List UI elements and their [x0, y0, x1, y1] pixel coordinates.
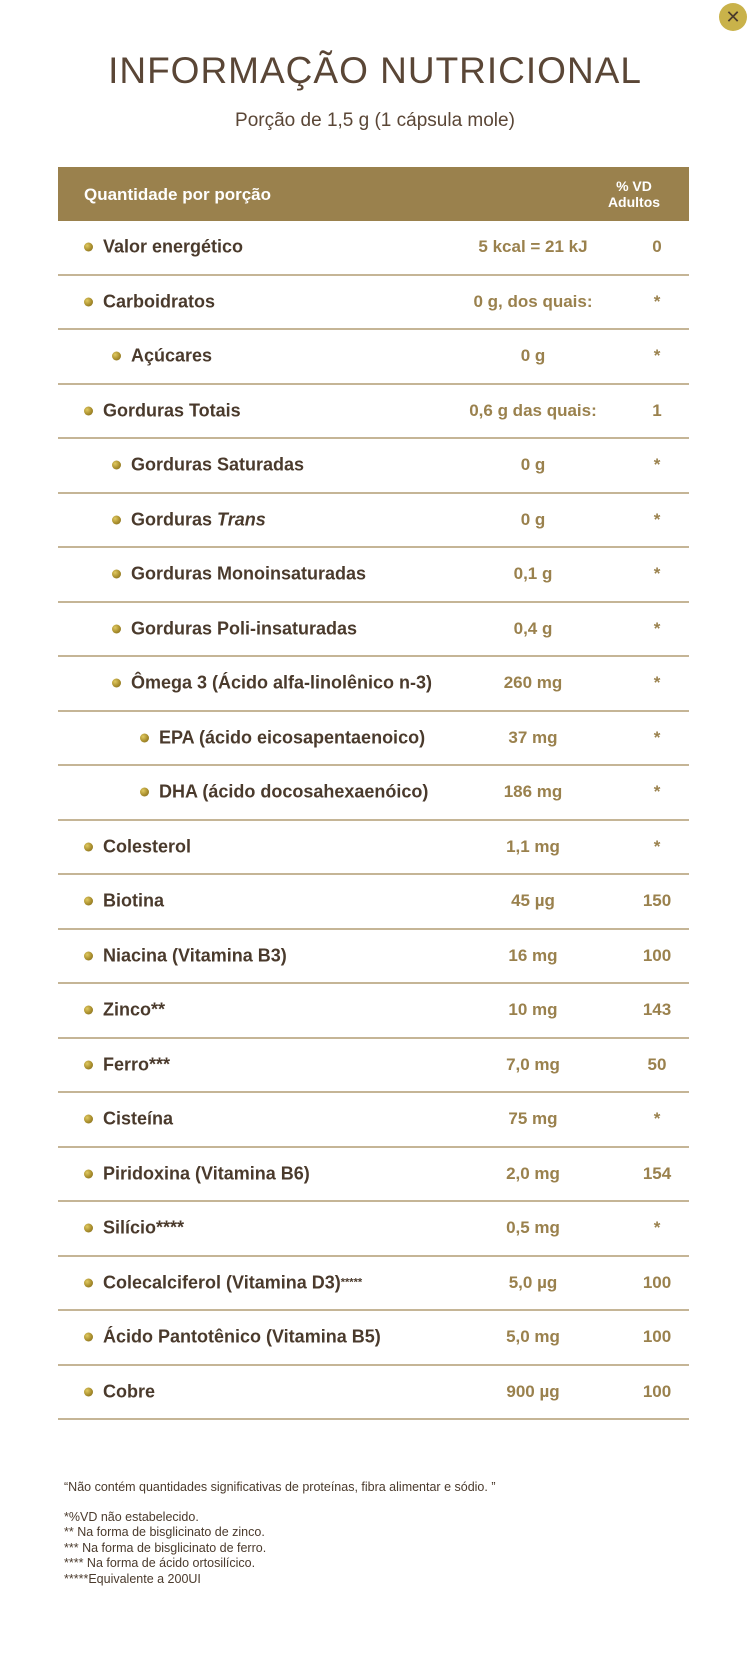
nutrient-amount: 260 mg	[503, 673, 563, 693]
footnote-line: ** Na forma de bisglicinato de zinco.	[64, 1525, 265, 1539]
nutrient-name	[84, 945, 287, 966]
bullet-icon	[84, 842, 93, 851]
nutrient-name	[84, 891, 164, 912]
bullet-icon	[112, 461, 121, 470]
nutrient-label: Cisteína	[103, 1108, 174, 1129]
nutrient-label: Silício****	[103, 1217, 185, 1238]
nutrient-amount: 5,0 mg	[506, 1327, 560, 1347]
nutrient-label: Gorduras Poli-insaturadas	[131, 618, 358, 639]
nutrient-vd: 0	[652, 237, 662, 257]
nutrient-vd: *	[653, 346, 661, 366]
nutrient-label: Niacina (Vitamina B3)	[103, 945, 287, 966]
table-header	[58, 167, 689, 221]
nutrient-label: Gorduras	[131, 509, 218, 530]
nutrient-amount: 75 mg	[508, 1109, 558, 1129]
bullet-icon	[84, 1115, 93, 1124]
header-quantity-label: Quantidade por porção	[84, 185, 272, 204]
nutrient-vd: 150	[642, 891, 672, 911]
serving-size: Porção de 1,5 g (1 cápsula mole)	[235, 110, 515, 131]
bullet-icon	[84, 297, 93, 306]
nutrient-label: Piridoxina (Vitamina B6)	[103, 1163, 310, 1184]
table-row	[58, 1366, 689, 1421]
nutrient-amount: 0 g	[520, 346, 546, 366]
nutrient-name	[84, 291, 215, 312]
table-row	[58, 984, 689, 1039]
table-row	[58, 603, 689, 658]
nutrient-name	[84, 1109, 173, 1130]
nutrient-name	[84, 1163, 310, 1184]
nutrient-amount: 0 g	[520, 455, 546, 475]
bullet-icon	[140, 788, 149, 797]
nutrient-name	[140, 782, 428, 803]
nutrient-amount: 7,0 mg	[506, 1054, 560, 1074]
bullet-icon	[112, 352, 121, 361]
bullet-icon	[84, 1169, 93, 1178]
bullet-icon	[84, 1333, 93, 1342]
nutrient-amount: 0 g	[520, 509, 546, 529]
table-row	[58, 548, 689, 603]
nutrient-vd: *	[653, 836, 661, 856]
nutrient-amount: 10 mg	[508, 1000, 558, 1020]
nutrient-amount: 0,6 g das quais:	[469, 400, 597, 420]
bullet-icon	[84, 1224, 93, 1233]
nutrient-label: Gorduras Saturadas	[131, 454, 305, 475]
nutrient-label: Zinco**	[103, 999, 166, 1020]
nutrient-name	[112, 346, 212, 367]
table-row	[58, 821, 689, 876]
nutrient-amount: 2,0 mg	[506, 1163, 560, 1183]
nutrient-amount: 900 µg	[506, 1381, 560, 1401]
nutrient-name	[84, 1381, 155, 1402]
nutrient-amount: 45 µg	[511, 891, 555, 911]
nutrient-label: Colesterol	[103, 836, 192, 857]
nutrient-vd: *	[653, 455, 661, 475]
nutrient-name	[112, 673, 432, 694]
nutrient-vd: *	[653, 1218, 661, 1238]
nutrient-label: Ácido Pantotênico (Vitamina B5)	[103, 1326, 381, 1347]
table-row	[58, 439, 689, 494]
nutrient-label: Açúcares	[131, 345, 213, 366]
nutrient-vd: *	[653, 782, 661, 802]
nutrient-name	[84, 1000, 165, 1021]
table-row	[58, 221, 689, 276]
table-row	[58, 712, 689, 767]
footnote-line: *%VD não estabelecido.	[64, 1509, 199, 1524]
footnote-line: **** Na forma de ácido ortosilícico.	[64, 1556, 256, 1570]
header-vd	[588, 178, 680, 210]
page-title: INFORMAÇÃO NUTRICIONAL	[108, 50, 642, 91]
nutrient-amount: 5,0 µg	[508, 1272, 558, 1292]
nutrient-label: Biotina	[103, 890, 164, 911]
nutrient-label: Colecalciferol (Vitamina D3)	[103, 1272, 341, 1293]
nutrient-label: EPA (ácido eicosapentaenoico)	[159, 727, 426, 748]
table-row	[58, 1311, 689, 1366]
bullet-icon	[84, 1278, 93, 1287]
nutrient-name	[84, 237, 243, 258]
nutrient-amount: 16 mg	[508, 945, 558, 965]
nutrient-amount: 0 g, dos quais:	[473, 291, 593, 311]
nutrient-amount: 0,5 mg	[506, 1218, 560, 1238]
bullet-icon	[112, 624, 121, 633]
table-body	[58, 221, 689, 1420]
nutrient-label: Cobre	[103, 1381, 156, 1402]
nutrient-label: Ferro***	[103, 1054, 171, 1075]
nutrient-vd: 100	[642, 1327, 672, 1347]
table-row	[58, 1039, 689, 1094]
nutrient-vd: 100	[642, 945, 672, 965]
nutrient-name	[84, 400, 241, 421]
bullet-icon	[112, 679, 121, 688]
nutrient-vd: *	[653, 673, 661, 693]
nutrition-table	[58, 167, 689, 1420]
header-vd-line2: Adultos	[607, 194, 661, 210]
table-row	[58, 766, 689, 821]
table-row	[58, 1148, 689, 1203]
nutrient-vd: 100	[642, 1381, 672, 1401]
table-row	[58, 875, 689, 930]
bullet-icon	[84, 1006, 93, 1015]
bullet-icon	[84, 1387, 93, 1396]
nutrient-label: Gorduras Monoinsaturadas	[131, 563, 367, 584]
nutrient-name	[112, 509, 266, 530]
close-button[interactable]	[719, 3, 747, 31]
footnotes	[64, 1480, 684, 1587]
table-row	[58, 494, 689, 549]
nutrient-name: Colecalciferol (Vitamina D3) *****	[84, 1272, 362, 1293]
bullet-icon	[84, 951, 93, 960]
bullet-icon	[84, 243, 93, 252]
table-row	[58, 330, 689, 385]
nutrient-amount: 1,1 mg	[506, 836, 560, 856]
bullet-icon	[84, 897, 93, 906]
close-icon: ✕	[725, 7, 741, 27]
table-row	[58, 385, 689, 440]
nutrient-name	[112, 455, 304, 476]
nutrient-label-italic: Trans	[217, 509, 266, 530]
nutrient-name	[84, 836, 191, 857]
nutrient-vd: 1	[652, 400, 662, 420]
bullet-icon	[84, 1060, 93, 1069]
nutrient-amount: 5 kcal = 21 kJ	[478, 237, 588, 257]
table-row	[58, 1093, 689, 1148]
nutrient-name	[84, 1327, 381, 1348]
bullet-icon	[84, 406, 93, 415]
footnote-intro: “Não contém quantidades significativas de proteínas, fibra alimentar e sódio. ”	[64, 1480, 496, 1494]
table-row	[58, 1202, 689, 1257]
nutrient-name	[84, 1218, 184, 1239]
nutrient-label: Gorduras Totais	[103, 400, 241, 421]
bullet-icon	[140, 733, 149, 742]
header-vd-line1: % VD	[616, 178, 652, 194]
nutrient-name	[112, 564, 366, 585]
nutrient-amount: 0,1 g	[513, 564, 553, 584]
nutrient-vd: *	[653, 1109, 661, 1129]
nutrient-vd: *	[653, 564, 661, 584]
footnote-line: *** Na forma de bisglicinato de ferro.	[64, 1540, 267, 1555]
nutrient-label: Ômega 3 (Ácido alfa-linolênico n-3)	[131, 672, 433, 693]
table-row	[58, 1257, 689, 1312]
nutrient-vd: 143	[642, 1000, 672, 1020]
bullet-icon	[112, 515, 121, 524]
footnote-line: *****Equivalente a 200UI	[64, 1571, 201, 1586]
nutrient-vd: *	[653, 727, 661, 747]
nutrient-vd: *	[653, 618, 661, 638]
nutrient-label: DHA (ácido docosahexaenóico)	[159, 781, 429, 802]
nutrient-vd: *	[653, 291, 661, 311]
nutrient-amount: 186 mg	[503, 782, 563, 802]
table-row	[58, 276, 689, 331]
nutrient-name	[112, 618, 357, 639]
nutrient-label: Carboidratos	[103, 291, 216, 312]
nutrient-amount: 0,4 g	[513, 618, 553, 638]
nutrient-label: Valor energético	[103, 236, 244, 257]
table-row	[58, 657, 689, 712]
nutrient-amount: 37 mg	[508, 727, 558, 747]
nutrient-vd: 100	[642, 1272, 672, 1292]
table-row	[58, 930, 689, 985]
nutrient-vd: 50	[647, 1054, 667, 1074]
nutrient-vd: 154	[642, 1163, 672, 1183]
bullet-icon	[112, 570, 121, 579]
nutrient-name	[84, 1054, 170, 1075]
nutrient-name	[140, 727, 425, 748]
nutrient-vd: *	[653, 509, 661, 529]
